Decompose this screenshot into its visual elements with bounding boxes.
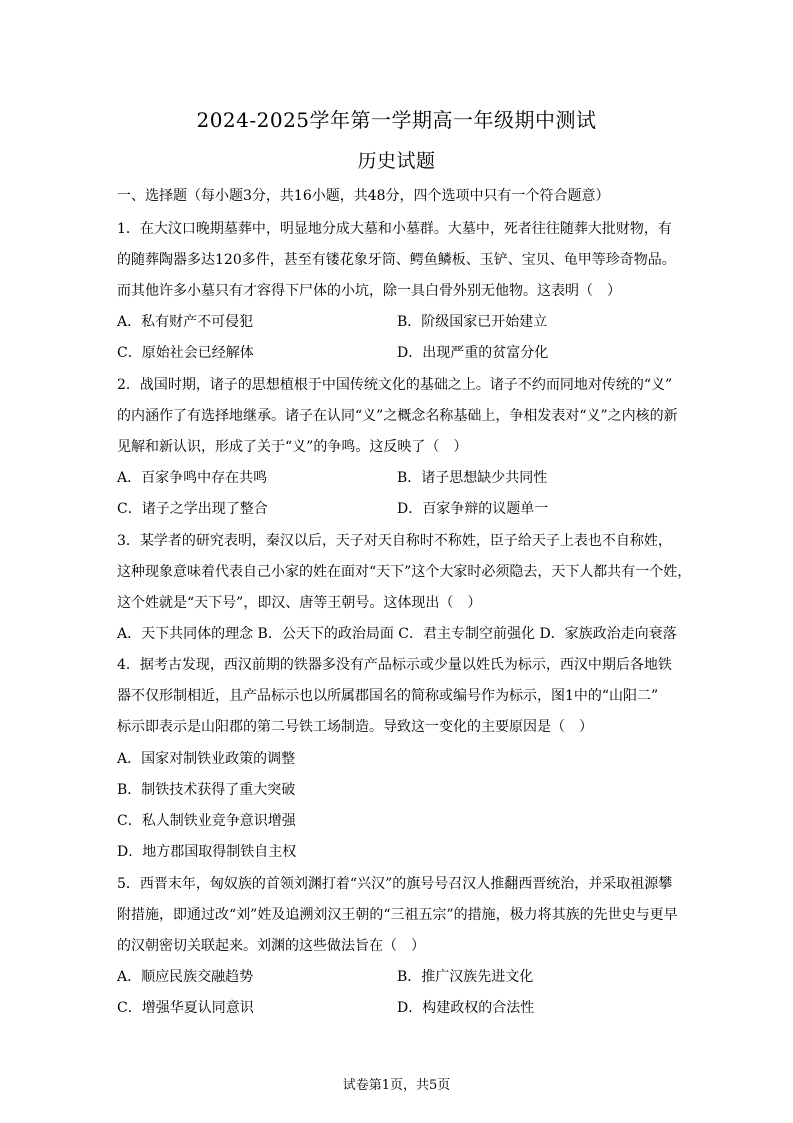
q4-option-c[interactable]: C．私人制铁业竞争意识增强 — [117, 813, 296, 829]
q1-option-d[interactable]: D．出现严重的贫富分化 — [397, 345, 549, 361]
q5-line-3: 的汉朝密切关联起来。刘渊的这些做法旨在（ ） — [117, 938, 425, 954]
q3-line-3: 这个姓就是“天下号”，即汉、唐等王朝号。这体现出（ ） — [117, 595, 482, 611]
q3-line-1: 3．某学者的研究表明，秦汉以后，天子对天自称时不称姓，臣子给天子上表也不自称姓， — [117, 533, 672, 549]
exam-title: 2024-2025学年第一学期高一年级期中测试 — [196, 108, 597, 132]
q1-line-1: 1．在大汶口晚期墓葬中，明显地分成大墓和小墓群。大墓中，死者往往随葬大批财物，有 — [117, 221, 672, 237]
q3-options[interactable]: A．天下共同体的理念 B．公天下的政治局面 C．君主专制空前强化 D．家族政治走向衰落 — [117, 626, 677, 642]
q4-line-1: 4．据考古发现，西汉前期的铁器多没有产品标示或少量以姓氏为标示，西汉中期后各地铁 — [117, 657, 672, 673]
q5-option-c[interactable]: C．增强华夏认同意识 — [117, 1000, 254, 1016]
q2-line-3: 见解和新认识，形成了关于“义”的争鸣。这反映了（ ） — [117, 439, 468, 455]
q2-option-c[interactable]: C．诸子之学出现了整合 — [117, 501, 268, 517]
exam-subtitle: 历史试题 — [357, 150, 436, 172]
q5-option-a[interactable]: A．顺应民族交融趋势 — [117, 969, 254, 985]
q4-option-d[interactable]: D．地方郡国取得制铁自主权 — [117, 844, 297, 860]
q1-option-c[interactable]: C．原始社会已经解体 — [117, 345, 254, 361]
q4-line-3: 标示即表示是山阳郡的第二号铁工场制造。导致这一变化的主要原因是（ ） — [117, 719, 593, 735]
q2-line-2: 的内涵作了有选择地继承。诸子在认同“义”之概念名称基础上，争相发表对“义”之内核的新 — [117, 408, 678, 424]
q3-line-2: 这种现象意味着代表自己小家的姓在面对“天下”这个大家时必须隐去，天下人都共有一个姓， — [117, 564, 692, 580]
q4-option-b[interactable]: B．制铁技术获得了重大突破 — [117, 782, 296, 798]
section-header: 一、选择题（每小题3分，共16小题，共48分，四个选项中只有一个符合题意） — [117, 188, 610, 204]
q5-option-d[interactable]: D．构建政权的合法性 — [397, 1000, 535, 1016]
q4-option-a[interactable]: A．国家对制铁业政策的调整 — [117, 751, 296, 767]
q1-option-a[interactable]: A．私有财产不可侵犯 — [117, 314, 254, 330]
q2-option-a[interactable]: A．百家争鸣中存在共鸣 — [117, 470, 268, 486]
q2-option-b[interactable]: B．诸子思想缺少共同性 — [397, 470, 548, 486]
q2-line-1: 2．战国时期，诸子的思想植根于中国传统文化的基础之上。诸子不约而同地对传统的“义” — [117, 377, 673, 393]
q1-line-2: 的随葬陶器多达120多件，甚至有镂花象牙筒、鳄鱼鳞板、玉铲、宝贝、龟甲等珍奇物品。 — [117, 252, 676, 268]
q4-line-2: 器不仅形制相近，且产品标示也以所属郡国名的简称或编号作为标示，图1中的“山阳二” — [117, 688, 659, 704]
page-footer: 试卷第1页，共5页 — [342, 1078, 451, 1093]
q5-line-1: 5．西晋末年，匈奴族的首领刘渊打着“兴汉”的旗号号召汉人推翻西晋统治，并采取祖源攀 — [117, 876, 673, 892]
q2-option-d[interactable]: D．百家争辩的议题单一 — [397, 501, 549, 517]
q5-option-b[interactable]: B．推广汉族先进文化 — [397, 969, 534, 985]
q1-line-3: 而其他许多小墓只有才容得下尸体的小坑，除一具白骨外别无他物。这表明（ ） — [117, 283, 621, 299]
q1-option-b[interactable]: B．阶级国家已开始建立 — [397, 314, 548, 330]
q5-line-2: 附措施，即通过改“刘”姓及追溯刘汉王朝的“三祖五宗”的措施，极力将其族的先世史与更早 — [117, 907, 678, 923]
